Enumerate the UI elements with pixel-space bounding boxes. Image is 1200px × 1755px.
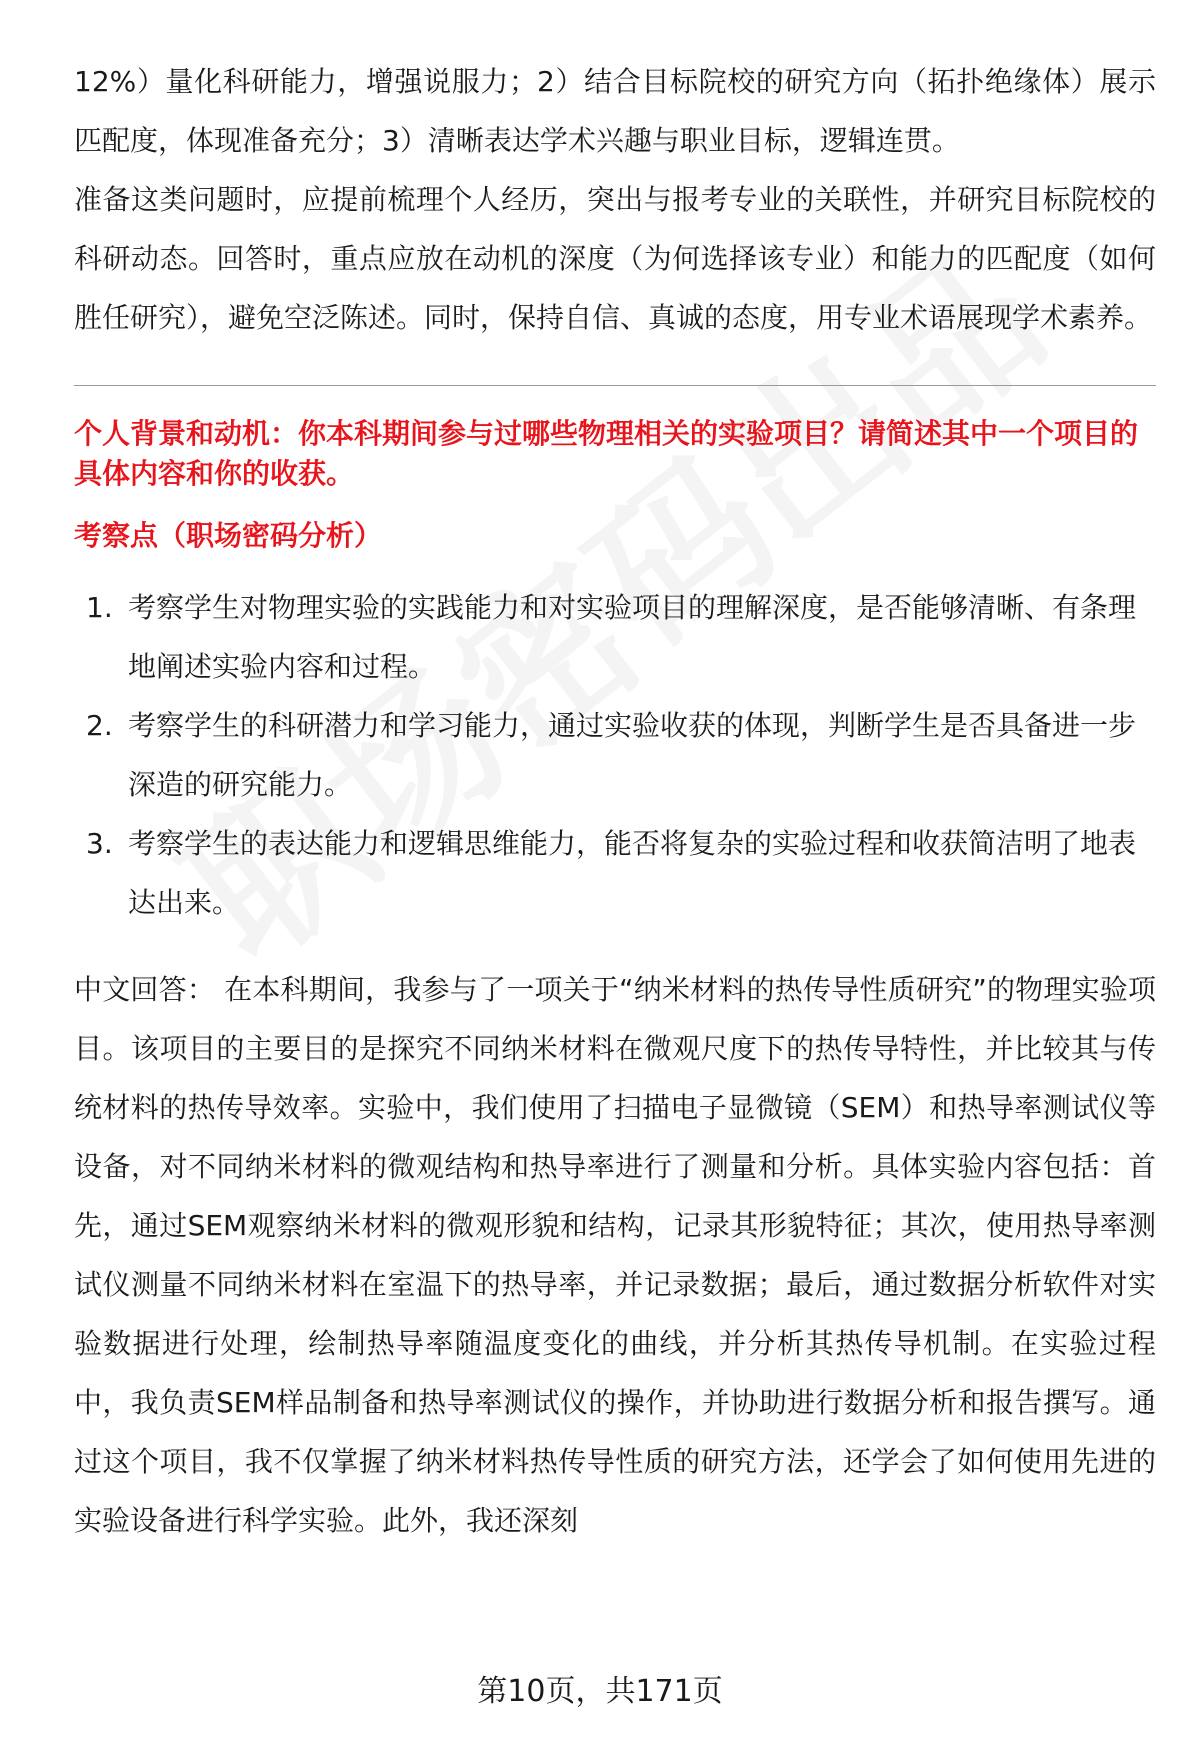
assessment-list — [74, 578, 1156, 932]
question-heading: 个人背景和动机：你本科期间参与过哪些物理相关的实验项目？请简述其中一个项目的具体内容和你的收获。 — [74, 417, 1139, 490]
list-number: 3. — [86, 827, 113, 860]
list-item — [74, 578, 1156, 696]
list-text: 考察学生的表达能力和逻辑思维能力，能否将复杂的实验过程和收获简洁明了地表达出来。 — [128, 827, 1137, 919]
list-number: 1. — [86, 591, 113, 624]
intro-paragraph-2: 准备这类问题时，应提前梳理个人经历，突出与报考专业的关联性，并研究目标院校的科研动态。回答时，重点应放在动机的深度（为何选择该专业）和能力的匹配度（如何胜任研究），避免空泛陈述。同时，保持自信、真诚的态度，用专业术语展现学术素养。 — [74, 183, 1156, 334]
answer-paragraph: 中文回答： 在本科期间，我参与了一项关于“纳米材料的热传导性质研究”的物理实验项目。该项目的主要目的是探究不同纳米材料在微观尺度下的热传导特性，并比较其与传统材料的热传导效率。实验中，我们使用了扫描电子显微镜（SEM）和热导率测试仪等设备，对不同纳米材料的微观结构和热导率进行了测量和分析。具体实验内容包括：首先，通过SEM观察纳米材料的微观形貌和结构，记录其形貌特征；其次，使用热导率测试仪测量不同纳米材料在室温下的热导率，并记录数据；最后，通过数据分析软件对实验数据进行处理，绘制热导率随温度变化的曲线，并分析其热传导机制。在实验过程中，我负责SEM样品制备和热导率测试仪的操作，并协助进行数据分析和报告撰写。通过这个项目，我不仅掌握了纳米材料热传导性质的研究方法，还学会了如何使用先进的实验设备进行科学实验。此外，我还深刻 — [74, 973, 1156, 1537]
section-divider — [74, 385, 1156, 386]
list-item — [74, 814, 1156, 932]
page-content — [74, 52, 1156, 1550]
intro-paragraph-1: 12%）量化科研能力，增强说服力；2）结合目标院校的研究方向（拓扑绝缘体）展示匹配度，体现准备充分；3）清晰表达学术兴趣与职业目标，逻辑连贯。 — [74, 65, 1156, 157]
page-footer: 第10页，共171页 — [477, 1674, 723, 1709]
list-number: 2. — [86, 709, 113, 742]
assessment-heading: 考察点（职场密码分析） — [74, 519, 383, 552]
list-text: 考察学生对物理实验的实践能力和对实验项目的理解深度，是否能够清晰、有条理地阐述实验内容和过程。 — [128, 591, 1137, 683]
list-text: 考察学生的科研潜力和学习能力，通过实验收获的体现，判断学生是否具备进一步深造的研究能力。 — [128, 709, 1137, 801]
list-item — [74, 696, 1156, 814]
